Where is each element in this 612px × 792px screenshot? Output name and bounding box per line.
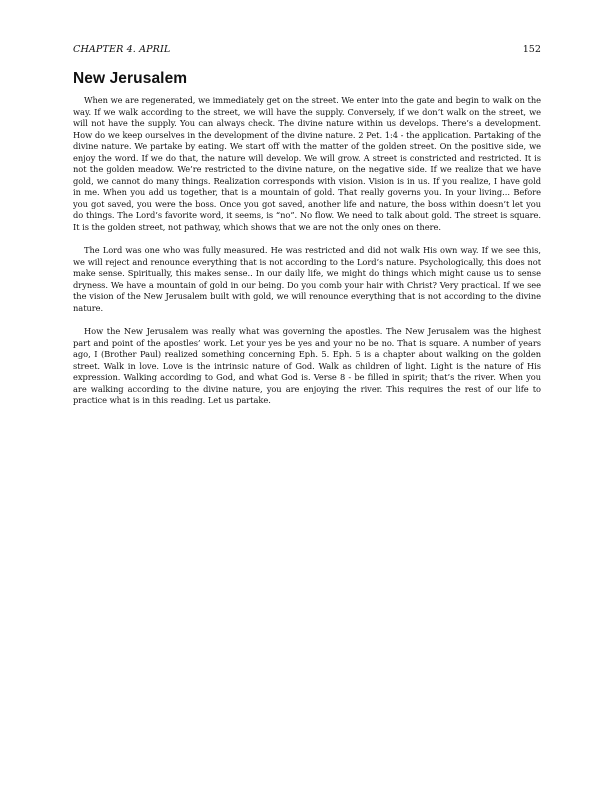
- section-title: New Jerusalem: [73, 70, 188, 87]
- paragraph-3: How the New Jerusalem was really what was governing the apostles. The New Jerusalem was the highest part and point of the apostles’ work. Let your yes be yes and your no be no. That is square. A number of years ago, I (Brother Paul) realized something concerning Eph. 5. Eph. 5 is a chapter about walking on the golden street. Walk in love. Love is the intrinsic nature of God. Walk as children of light. Light is the nature of His expression. Walking according to God, and what God is. Verse 8 - be filled in spirit; that’s the river. When you are walking according to the divine nature, you are enjoying the river. This requires the rest of our life to practice what is in this reading. Let us partake.: [73, 326, 541, 405]
- paragraph-1: When we are regenerated, we immediately get on the street. We enter into the gate and begin to walk on the way. If we walk according to the street, we will have the supply. Conversely, if we don’t walk on the street, we will not have the supply. You can always check. The divine nature within us develops. There’s a development. How do we keep ourselves in the development of the divine nature. 2 Pet. 1:4 - the application. Partaking of the divine nature. We partake by eating. We start off with the matter of the golden street. On the positive side, we enjoy the word. If we do that, the nature will develop. We will grow. A street is constricted and restricted. It is not the golden meadow. We’re restricted to the divine nature, on the negative side. If we realize that we have gold, we cannot do many things. Realization corresponds with vision. Vision is in us. If you realize, I have gold in me. When you add us together, that is a mountain of gold. That really governs you. In your living... Before you got saved, you were the boss. Once you got saved, another life and nature, the boss within doesn’t let you do things. The Lord’s favorite word, it seems, is “no”. No flow. We need to talk about gold. The street is square. It is the golden street, not pathway, which shows that we are not the only ones on there.: [73, 95, 541, 232]
- body-text: [73, 95, 541, 419]
- chapter-heading: CHAPTER 4. APRIL: [73, 44, 171, 55]
- page-number: 152: [522, 44, 541, 55]
- paragraph-2: The Lord was one who was fully measured. He was restricted and did not walk His own way. If we see this, we will reject and renounce everything that is not according to the Lord’s nature. Psychologically, this does not make sense. Spiritually, this makes sense.. In our daily life, we might do things which might cause us to sense dryness. We have a mountain of gold in our being. Do you comb your hair with Christ? Very practical. If we see the vision of the New Jerusalem built with gold, we will renounce everything that is not according to the divine nature.: [73, 245, 541, 313]
